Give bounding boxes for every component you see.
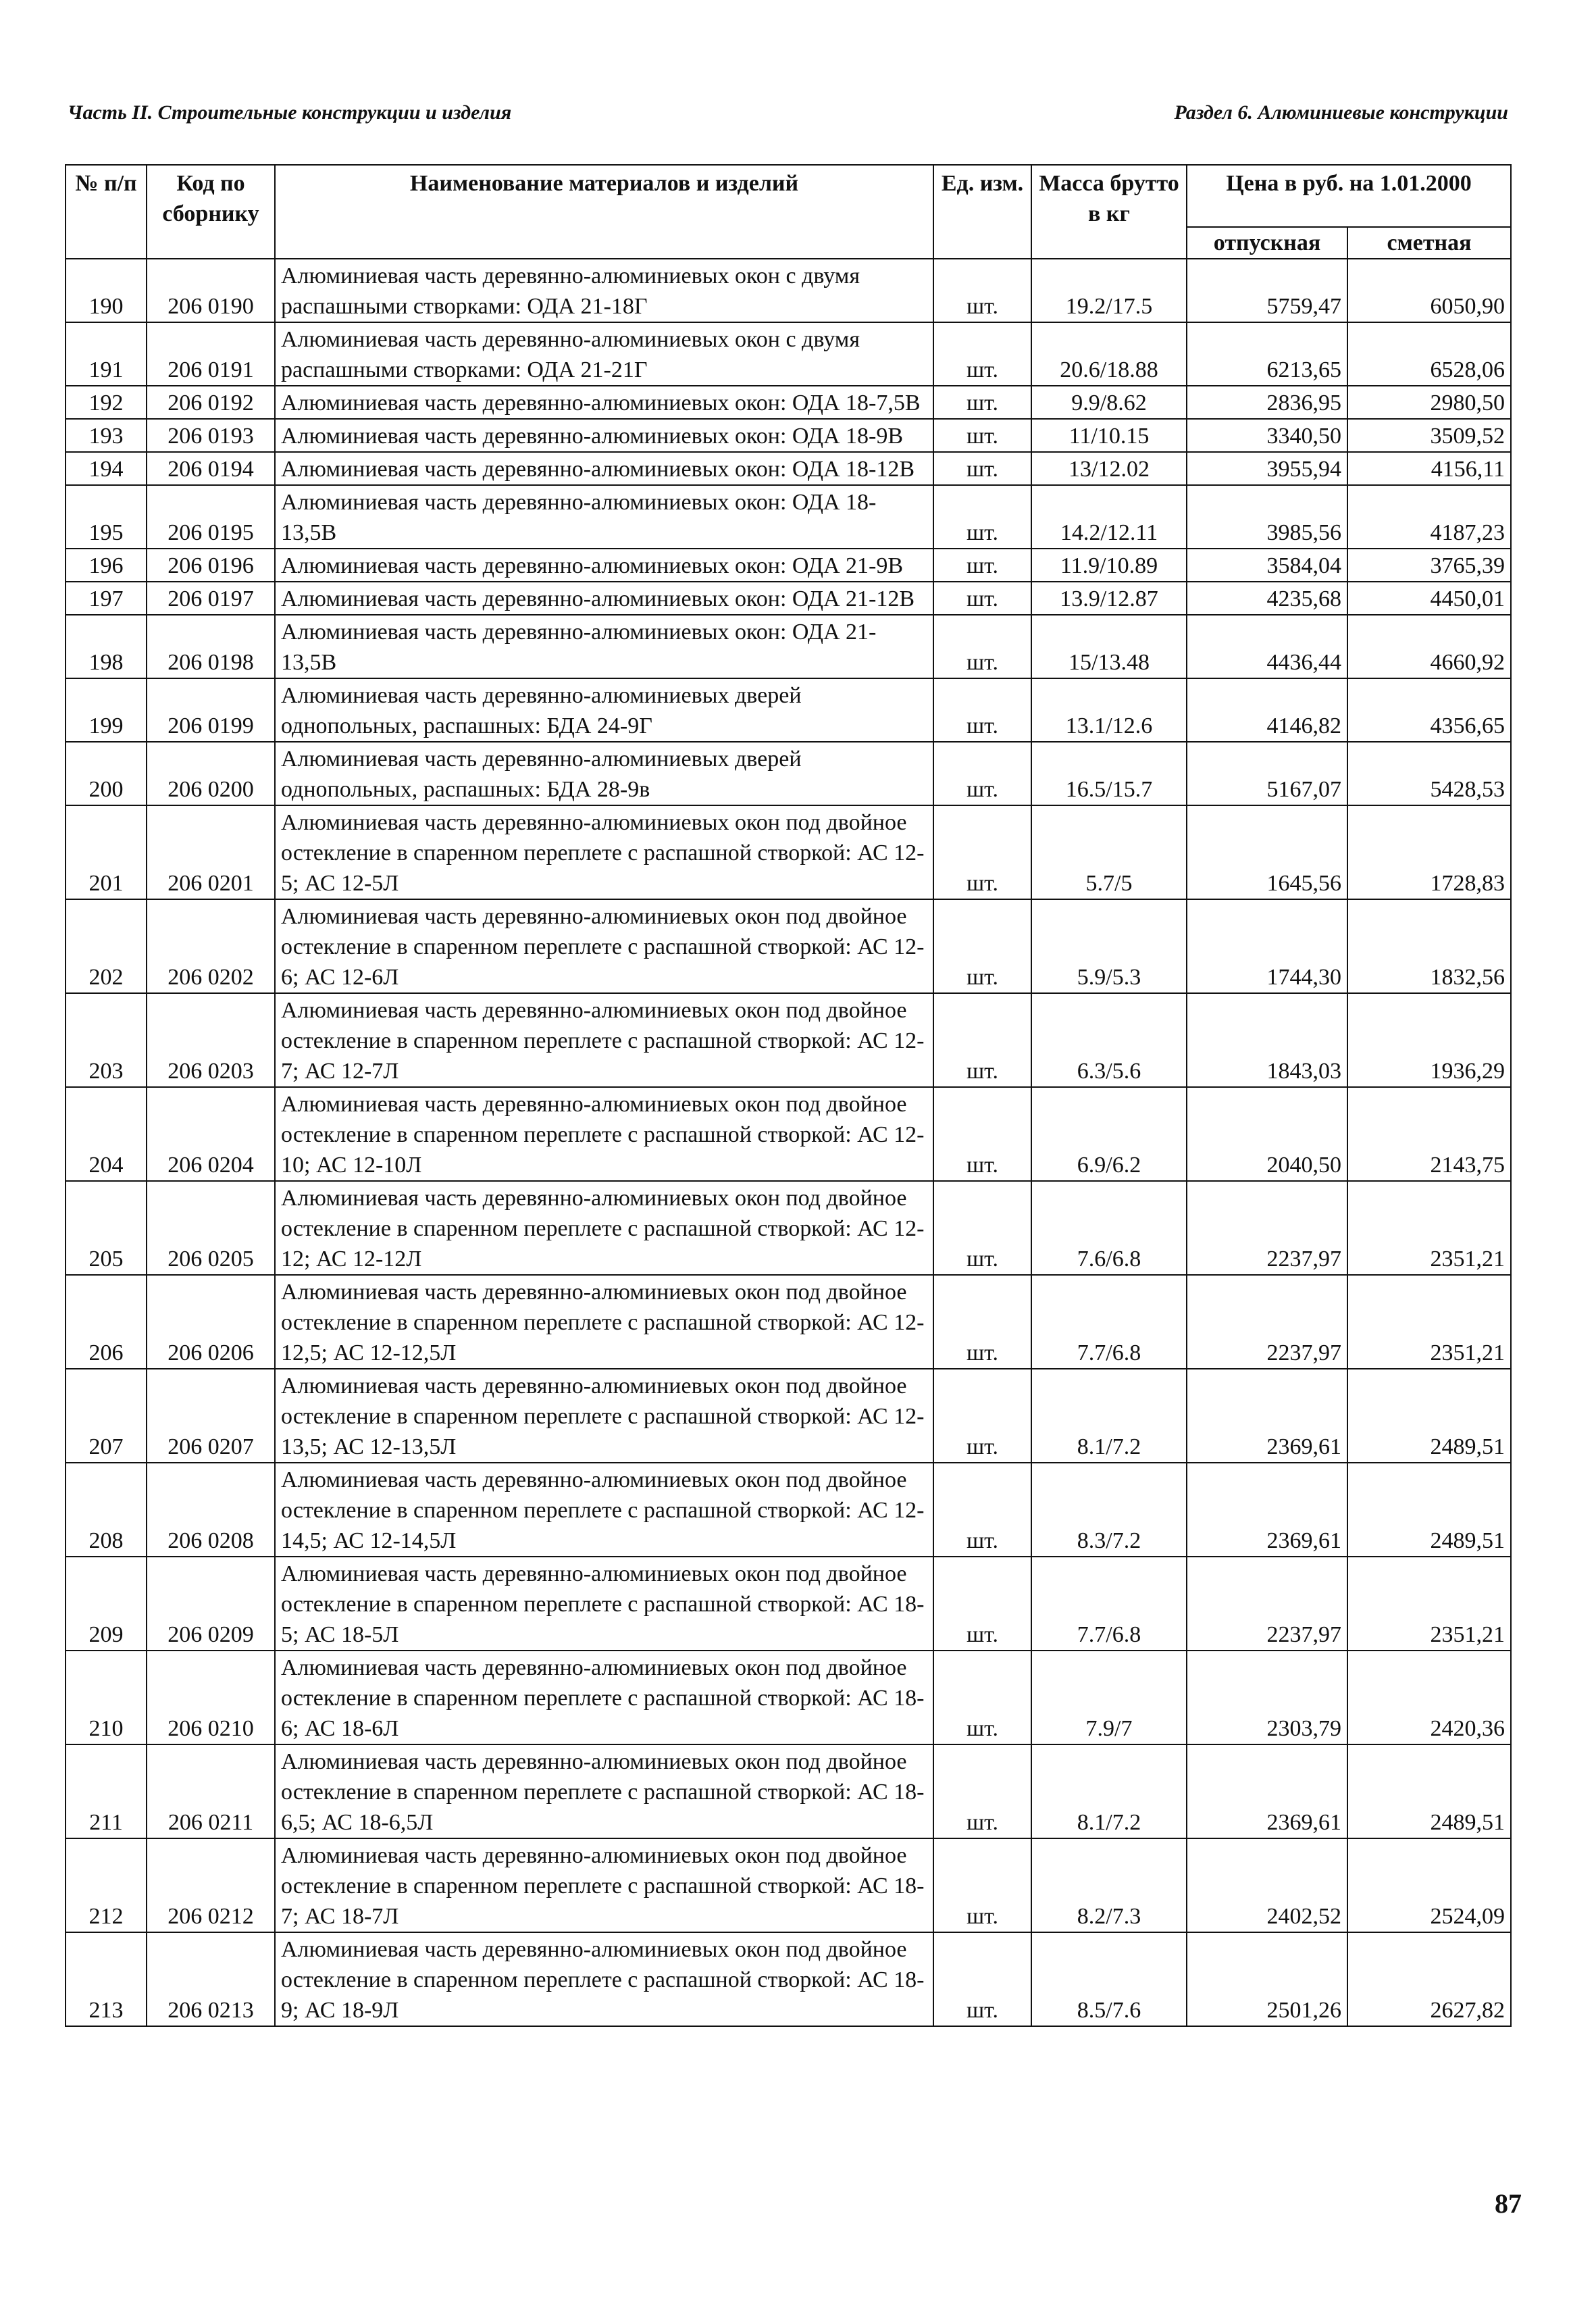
row-number: 208	[66, 1463, 147, 1557]
release-price: 5759,47	[1187, 259, 1347, 322]
row-number: 196	[66, 549, 147, 582]
unit-of-measure: шт.	[933, 742, 1031, 805]
estimate-price: 3509,52	[1347, 419, 1511, 452]
release-price: 6213,65	[1187, 322, 1347, 386]
unit-of-measure: шт.	[933, 386, 1031, 419]
gross-mass: 11/10.15	[1031, 419, 1187, 452]
catalog-code: 206 0196	[147, 549, 275, 582]
estimate-price: 2627,82	[1347, 1932, 1511, 2026]
estimate-price: 2489,51	[1347, 1463, 1511, 1557]
item-name: Алюминиевая часть деревянно-алюминиевых окон под двойное остекление в спаренном переплете с распашной створкой: АС 12-7; АС 12-7Л	[275, 993, 933, 1087]
item-name: Алюминиевая часть деревянно-алюминиевых окон с двумя распашными створками: ОДА 21-18Г	[275, 259, 933, 322]
catalog-code: 206 0190	[147, 259, 275, 322]
release-price: 4146,82	[1187, 678, 1347, 742]
catalog-code: 206 0206	[147, 1275, 275, 1369]
table-row	[66, 485, 1511, 549]
gross-mass: 13.1/12.6	[1031, 678, 1187, 742]
table-row	[66, 1932, 1511, 2026]
unit-of-measure: шт.	[933, 1838, 1031, 1932]
unit-of-measure: шт.	[933, 993, 1031, 1087]
item-name: Алюминиевая часть деревянно-алюминиевых окон под двойное остекление в спаренном переплете с распашной створкой: АС 12-5; АС 12-5Л	[275, 805, 933, 899]
unit-of-measure: шт.	[933, 419, 1031, 452]
row-number: 211	[66, 1744, 147, 1838]
col-header-unit: Ед. изм.	[933, 165, 1031, 259]
estimate-price: 4156,11	[1347, 452, 1511, 485]
unit-of-measure: шт.	[933, 1932, 1031, 2026]
page-header-section: Раздел 6. Алюминиевые конструкции	[1174, 101, 1508, 124]
catalog-code: 206 0193	[147, 419, 275, 452]
catalog-code: 206 0202	[147, 899, 275, 993]
item-name: Алюминиевая часть деревянно-алюминиевых окон под двойное остекление в спаренном переплете с распашной створкой: АС 18-6; АС 18-6Л	[275, 1651, 933, 1744]
release-price: 2237,97	[1187, 1181, 1347, 1275]
row-number: 200	[66, 742, 147, 805]
table-row	[66, 1275, 1511, 1369]
estimate-price: 6050,90	[1347, 259, 1511, 322]
catalog-code: 206 0192	[147, 386, 275, 419]
catalog-code: 206 0197	[147, 582, 275, 615]
row-number: 213	[66, 1932, 147, 2026]
row-number: 202	[66, 899, 147, 993]
row-number: 190	[66, 259, 147, 322]
estimate-price: 4450,01	[1347, 582, 1511, 615]
table-row	[66, 805, 1511, 899]
col-header-release-price: отпускная	[1187, 227, 1347, 259]
col-header-name: Наименование материалов и изделий	[275, 165, 933, 259]
table-row	[66, 899, 1511, 993]
catalog-code: 206 0211	[147, 1744, 275, 1838]
table-row	[66, 259, 1511, 322]
row-number: 203	[66, 993, 147, 1087]
table-row	[66, 615, 1511, 678]
row-number: 209	[66, 1557, 147, 1651]
release-price: 2237,97	[1187, 1275, 1347, 1369]
estimate-price: 1936,29	[1347, 993, 1511, 1087]
unit-of-measure: шт.	[933, 259, 1031, 322]
col-header-code: Код по сборнику	[147, 165, 275, 259]
catalog-code: 206 0209	[147, 1557, 275, 1651]
item-name: Алюминиевая часть деревянно-алюминиевых окон: ОДА 18-7,5В	[275, 386, 933, 419]
row-number: 199	[66, 678, 147, 742]
estimate-price: 2420,36	[1347, 1651, 1511, 1744]
page-header-part: Часть II. Строительные конструкции и изделия	[68, 101, 512, 124]
row-number: 195	[66, 485, 147, 549]
release-price: 1645,56	[1187, 805, 1347, 899]
item-name: Алюминиевая часть деревянно-алюминиевых окон под двойное остекление в спаренном переплете с распашной створкой: АС 18-5; АС 18-5Л	[275, 1557, 933, 1651]
release-price: 2369,61	[1187, 1463, 1347, 1557]
estimate-price: 2351,21	[1347, 1557, 1511, 1651]
release-price: 4235,68	[1187, 582, 1347, 615]
gross-mass: 8.1/7.2	[1031, 1744, 1187, 1838]
table-row	[66, 1463, 1511, 1557]
item-name: Алюминиевая часть деревянно-алюминиевых окон под двойное остекление в спаренном переплете с распашной створкой: АС 12-13,5; АС 12-13,5Л	[275, 1369, 933, 1463]
gross-mass: 7.6/6.8	[1031, 1181, 1187, 1275]
col-header-num: № п/п	[66, 165, 147, 259]
gross-mass: 8.2/7.3	[1031, 1838, 1187, 1932]
table-row	[66, 386, 1511, 419]
col-header-price-group: Цена в руб. на 1.01.2000	[1187, 165, 1511, 227]
unit-of-measure: шт.	[933, 615, 1031, 678]
table-row	[66, 419, 1511, 452]
catalog-code: 206 0195	[147, 485, 275, 549]
unit-of-measure: шт.	[933, 485, 1031, 549]
unit-of-measure: шт.	[933, 582, 1031, 615]
item-name: Алюминиевая часть деревянно-алюминиевых окон под двойное остекление в спаренном переплете с распашной створкой: АС 18-6,5; АС 18-6,5Л	[275, 1744, 933, 1838]
gross-mass: 11.9/10.89	[1031, 549, 1187, 582]
release-price: 2501,26	[1187, 1932, 1347, 2026]
estimate-price: 2524,09	[1347, 1838, 1511, 1932]
item-name: Алюминиевая часть деревянно-алюминиевых дверей однопольных, распашных: БДА 28-9в	[275, 742, 933, 805]
table-row	[66, 1087, 1511, 1181]
catalog-code: 206 0212	[147, 1838, 275, 1932]
table-row	[66, 582, 1511, 615]
table-row	[66, 549, 1511, 582]
gross-mass: 8.1/7.2	[1031, 1369, 1187, 1463]
gross-mass: 6.9/6.2	[1031, 1087, 1187, 1181]
release-price: 2369,61	[1187, 1369, 1347, 1463]
item-name: Алюминиевая часть деревянно-алюминиевых окон под двойное остекление в спаренном переплете с распашной створкой: АС 12-10; АС 12-10Л	[275, 1087, 933, 1181]
release-price: 1843,03	[1187, 993, 1347, 1087]
row-number: 198	[66, 615, 147, 678]
gross-mass: 7.7/6.8	[1031, 1275, 1187, 1369]
catalog-code: 206 0213	[147, 1932, 275, 2026]
gross-mass: 15/13.48	[1031, 615, 1187, 678]
unit-of-measure: шт.	[933, 678, 1031, 742]
table-row	[66, 322, 1511, 386]
row-number: 205	[66, 1181, 147, 1275]
unit-of-measure: шт.	[933, 1744, 1031, 1838]
estimate-price: 5428,53	[1347, 742, 1511, 805]
row-number: 201	[66, 805, 147, 899]
table-row	[66, 1557, 1511, 1651]
row-number: 191	[66, 322, 147, 386]
release-price: 2040,50	[1187, 1087, 1347, 1181]
gross-mass: 16.5/15.7	[1031, 742, 1187, 805]
table-row	[66, 742, 1511, 805]
catalog-code: 206 0198	[147, 615, 275, 678]
gross-mass: 5.9/5.3	[1031, 899, 1187, 993]
item-name: Алюминиевая часть деревянно-алюминиевых окон под двойное остекление в спаренном переплете с распашной створкой: АС 18-9; АС 18-9Л	[275, 1932, 933, 2026]
catalog-code: 206 0204	[147, 1087, 275, 1181]
item-name: Алюминиевая часть деревянно-алюминиевых окон под двойное остекление в спаренном переплете с распашной створкой: АС 12-12,5; АС 12-12,5Л	[275, 1275, 933, 1369]
gross-mass: 8.5/7.6	[1031, 1932, 1187, 2026]
gross-mass: 14.2/12.11	[1031, 485, 1187, 549]
row-number: 210	[66, 1651, 147, 1744]
table-row	[66, 452, 1511, 485]
catalog-code: 206 0201	[147, 805, 275, 899]
gross-mass: 19.2/17.5	[1031, 259, 1187, 322]
page-number: 87	[1495, 2188, 1522, 2219]
release-price: 3340,50	[1187, 419, 1347, 452]
row-number: 204	[66, 1087, 147, 1181]
table-row	[66, 1838, 1511, 1932]
gross-mass: 13/12.02	[1031, 452, 1187, 485]
table-row	[66, 1651, 1511, 1744]
catalog-code: 206 0207	[147, 1369, 275, 1463]
row-number: 192	[66, 386, 147, 419]
gross-mass: 13.9/12.87	[1031, 582, 1187, 615]
gross-mass: 7.7/6.8	[1031, 1557, 1187, 1651]
col-header-mass: Масса брутто в кг	[1031, 165, 1187, 259]
catalog-code: 206 0199	[147, 678, 275, 742]
release-price: 2237,97	[1187, 1557, 1347, 1651]
catalog-code: 206 0203	[147, 993, 275, 1087]
estimate-price: 3765,39	[1347, 549, 1511, 582]
release-price: 2402,52	[1187, 1838, 1347, 1932]
release-price: 5167,07	[1187, 742, 1347, 805]
row-number: 206	[66, 1275, 147, 1369]
estimate-price: 1832,56	[1347, 899, 1511, 993]
unit-of-measure: шт.	[933, 1275, 1031, 1369]
release-price: 3955,94	[1187, 452, 1347, 485]
item-name: Алюминиевая часть деревянно-алюминиевых дверей однопольных, распашных: БДА 24-9Г	[275, 678, 933, 742]
unit-of-measure: шт.	[933, 1369, 1031, 1463]
release-price: 2836,95	[1187, 386, 1347, 419]
table-row	[66, 1181, 1511, 1275]
release-price: 3985,56	[1187, 485, 1347, 549]
unit-of-measure: шт.	[933, 805, 1031, 899]
gross-mass: 8.3/7.2	[1031, 1463, 1187, 1557]
release-price: 2303,79	[1187, 1651, 1347, 1744]
estimate-price: 2980,50	[1347, 386, 1511, 419]
unit-of-measure: шт.	[933, 452, 1031, 485]
release-price: 4436,44	[1187, 615, 1347, 678]
table-row	[66, 678, 1511, 742]
col-header-estimate-price: сметная	[1347, 227, 1511, 259]
item-name: Алюминиевая часть деревянно-алюминиевых окон: ОДА 18-13,5В	[275, 485, 933, 549]
item-name: Алюминиевая часть деревянно-алюминиевых окон под двойное остекление в спаренном переплете с распашной створкой: АС 12-6; АС 12-6Л	[275, 899, 933, 993]
catalog-code: 206 0205	[147, 1181, 275, 1275]
item-name: Алюминиевая часть деревянно-алюминиевых окон: ОДА 18-12В	[275, 452, 933, 485]
estimate-price: 1728,83	[1347, 805, 1511, 899]
row-number: 207	[66, 1369, 147, 1463]
price-table	[65, 164, 1512, 2027]
release-price: 3584,04	[1187, 549, 1347, 582]
catalog-code: 206 0200	[147, 742, 275, 805]
gross-mass: 9.9/8.62	[1031, 386, 1187, 419]
catalog-code: 206 0191	[147, 322, 275, 386]
unit-of-measure: шт.	[933, 549, 1031, 582]
unit-of-measure: шт.	[933, 1557, 1031, 1651]
estimate-price: 2489,51	[1347, 1744, 1511, 1838]
row-number: 193	[66, 419, 147, 452]
estimate-price: 2351,21	[1347, 1275, 1511, 1369]
table-row	[66, 993, 1511, 1087]
row-number: 197	[66, 582, 147, 615]
unit-of-measure: шт.	[933, 1181, 1031, 1275]
release-price: 1744,30	[1187, 899, 1347, 993]
gross-mass: 7.9/7	[1031, 1651, 1187, 1744]
table-row	[66, 1744, 1511, 1838]
unit-of-measure: шт.	[933, 899, 1031, 993]
estimate-price: 2143,75	[1347, 1087, 1511, 1181]
item-name: Алюминиевая часть деревянно-алюминиевых окон: ОДА 21-9В	[275, 549, 933, 582]
release-price: 2369,61	[1187, 1744, 1347, 1838]
unit-of-measure: шт.	[933, 322, 1031, 386]
gross-mass: 6.3/5.6	[1031, 993, 1187, 1087]
item-name: Алюминиевая часть деревянно-алюминиевых окон: ОДА 21-12В	[275, 582, 933, 615]
estimate-price: 4356,65	[1347, 678, 1511, 742]
item-name: Алюминиевая часть деревянно-алюминиевых окон под двойное остекление в спаренном переплете с распашной створкой: АС 18-7; АС 18-7Л	[275, 1838, 933, 1932]
table-row	[66, 1369, 1511, 1463]
catalog-code: 206 0210	[147, 1651, 275, 1744]
unit-of-measure: шт.	[933, 1651, 1031, 1744]
item-name: Алюминиевая часть деревянно-алюминиевых окон: ОДА 21-13,5В	[275, 615, 933, 678]
estimate-price: 4187,23	[1347, 485, 1511, 549]
item-name: Алюминиевая часть деревянно-алюминиевых окон: ОДА 18-9В	[275, 419, 933, 452]
row-number: 212	[66, 1838, 147, 1932]
estimate-price: 2489,51	[1347, 1369, 1511, 1463]
unit-of-measure: шт.	[933, 1463, 1031, 1557]
estimate-price: 4660,92	[1347, 615, 1511, 678]
unit-of-measure: шт.	[933, 1087, 1031, 1181]
row-number: 194	[66, 452, 147, 485]
estimate-price: 6528,06	[1347, 322, 1511, 386]
gross-mass: 20.6/18.88	[1031, 322, 1187, 386]
item-name: Алюминиевая часть деревянно-алюминиевых окон под двойное остекление в спаренном переплете с распашной створкой: АС 12-12; АС 12-12Л	[275, 1181, 933, 1275]
estimate-price: 2351,21	[1347, 1181, 1511, 1275]
gross-mass: 5.7/5	[1031, 805, 1187, 899]
item-name: Алюминиевая часть деревянно-алюминиевых окон с двумя распашными створками: ОДА 21-21Г	[275, 322, 933, 386]
item-name: Алюминиевая часть деревянно-алюминиевых окон под двойное остекление в спаренном переплете с распашной створкой: АС 12-14,5; АС 12-14,5Л	[275, 1463, 933, 1557]
catalog-code: 206 0194	[147, 452, 275, 485]
catalog-code: 206 0208	[147, 1463, 275, 1557]
